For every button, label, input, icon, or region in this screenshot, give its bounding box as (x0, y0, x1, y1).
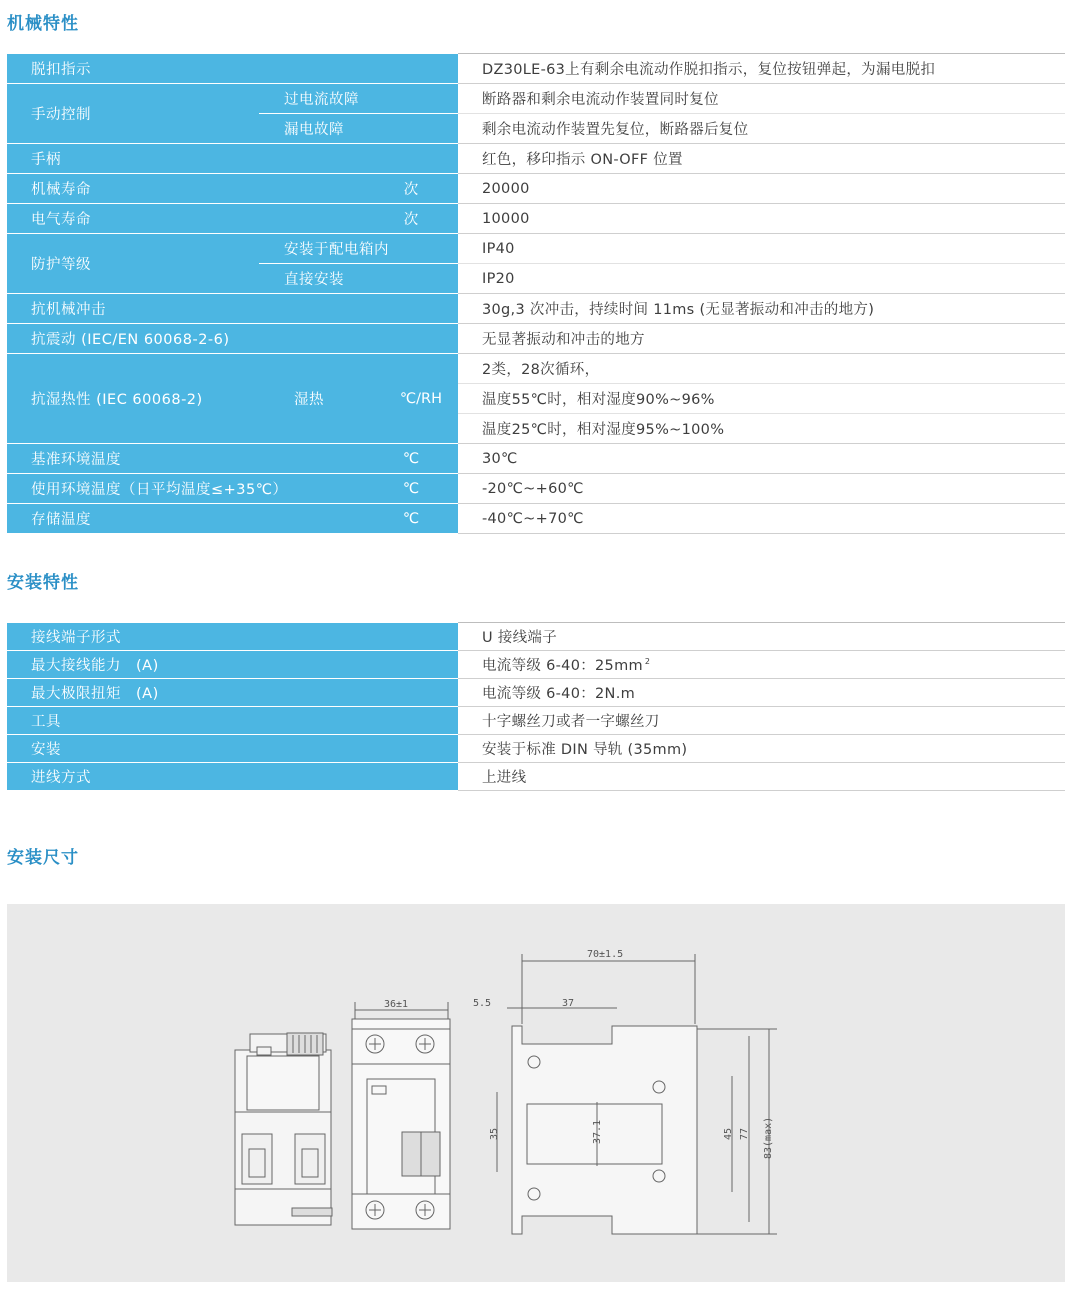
table-row (7, 54, 1065, 84)
row-label: 手动控制 (7, 84, 259, 144)
value-text: 电流等级 6-40：25mm (482, 658, 643, 674)
row-value: DZ30LE-63上有剩余电流动作脱扣指示，复位按钮弹起，为漏电脱扣 (458, 54, 1065, 84)
row-value: 30g,3 次冲击，持续时间 11ms (无显著振动和冲击的地方) (458, 294, 1065, 324)
row-unit: 次 (364, 204, 458, 234)
row-value: -20℃~+60℃ (458, 474, 1065, 504)
row-value: 温度55℃时，相对湿度90%~96% (458, 384, 1065, 414)
row-label: 脱扣指示 (7, 54, 458, 84)
row-value (458, 651, 1065, 679)
table-row (7, 474, 1065, 504)
dim-77: 77 (739, 1127, 750, 1140)
row-value: 剩余电流动作装置先复位，断路器后复位 (458, 114, 1065, 144)
table-row (7, 651, 1065, 679)
table-row (7, 679, 1065, 707)
table-row (7, 763, 1065, 791)
table-row (7, 84, 1065, 114)
row-label: 接线端子形式 (7, 623, 458, 651)
row-value: 2类，28次循环， (458, 354, 1065, 384)
dim-offset: 5.5 (473, 998, 492, 1009)
table-row (7, 504, 1065, 534)
dim-width: 36±1 (384, 999, 409, 1010)
row-value: 安装于标准 DIN 导轨 (35mm) (458, 735, 1065, 763)
table-row (7, 294, 1065, 324)
row-label: 电气寿命 (7, 204, 364, 234)
side-view-drawing (235, 1033, 332, 1225)
row-unit: ℃/RH (364, 354, 458, 444)
row-value: 红色，移印指示 ON-OFF 位置 (458, 144, 1065, 174)
table-row (7, 444, 1065, 474)
row-sublabel: 直接安装 (259, 264, 458, 294)
row-unit: ℃ (364, 474, 458, 504)
row-unit: ℃ (364, 444, 458, 474)
row-label: 手柄 (7, 144, 458, 174)
mechanical-spec-table (7, 53, 1065, 534)
row-value: 10000 (458, 204, 1065, 234)
row-label: 最大接线能力 (A) (7, 651, 458, 679)
dim-37-1: 37.1 (592, 1119, 603, 1144)
table-row (7, 354, 1065, 384)
row-unit: 次 (364, 174, 458, 204)
row-label: 防护等级 (7, 234, 259, 294)
row-value: 无显著振动和冲击的地方 (458, 324, 1065, 354)
row-value: 30℃ (458, 444, 1065, 474)
row-value: 20000 (458, 174, 1065, 204)
row-value: 断路器和剩余电流动作装置同时复位 (458, 84, 1065, 114)
table-row (7, 234, 1065, 264)
row-label: 使用环境温度（日平均温度≤+35℃） (7, 474, 364, 504)
superscript: 2 (644, 657, 651, 667)
row-label: 机械寿命 (7, 174, 364, 204)
dim-37: 37 (562, 998, 575, 1009)
table-row (7, 735, 1065, 763)
table-row (7, 324, 1065, 354)
row-label: 存储温度 (7, 504, 364, 534)
dim-depth: 70±1.5 (587, 949, 624, 960)
row-value: 上进线 (458, 763, 1065, 791)
section-title-dimensions: 安装尺寸 (7, 848, 79, 868)
row-sublabel: 漏电故障 (259, 114, 458, 144)
row-value: U 接线端子 (458, 623, 1065, 651)
table-row (7, 707, 1065, 735)
section-title-install: 安装特性 (7, 573, 79, 593)
profile-view-drawing (473, 949, 777, 1234)
row-label: 抗震动 (IEC/EN 60068-2-6) (7, 324, 458, 354)
dimension-drawing-panel (7, 904, 1065, 1282)
row-label: 抗机械冲击 (7, 294, 458, 324)
row-value: IP20 (458, 264, 1065, 294)
row-label: 工具 (7, 707, 458, 735)
dim-45: 45 (723, 1127, 734, 1140)
row-value: 电流等级 6-40：2N.m (458, 679, 1065, 707)
front-view-drawing (352, 999, 450, 1229)
row-sublabel: 过电流故障 (259, 84, 458, 114)
row-value: -40℃~+70℃ (458, 504, 1065, 534)
table-row (7, 144, 1065, 174)
row-sublabel: 湿热 (259, 354, 364, 444)
row-label: 抗湿热性 (IEC 60068-2) (7, 354, 259, 444)
table-row (7, 623, 1065, 651)
row-label: 基准环境温度 (7, 444, 364, 474)
row-label: 进线方式 (7, 763, 458, 791)
row-value: IP40 (458, 234, 1065, 264)
row-sublabel: 安装于配电箱内 (259, 234, 458, 264)
section-title-mechanical: 机械特性 (7, 14, 79, 34)
dimension-drawing (7, 904, 1065, 1282)
row-unit: ℃ (364, 504, 458, 534)
row-value: 温度25℃时，相对湿度95%~100% (458, 414, 1065, 444)
table-row (7, 204, 1065, 234)
table-row (7, 174, 1065, 204)
install-spec-table (7, 622, 1065, 791)
row-label: 安装 (7, 735, 458, 763)
dim-83-max: 83(max) (763, 1116, 774, 1159)
row-value: 十字螺丝刀或者一字螺丝刀 (458, 707, 1065, 735)
dim-35: 35 (489, 1127, 500, 1140)
row-label: 最大极限扭矩 (A) (7, 679, 458, 707)
